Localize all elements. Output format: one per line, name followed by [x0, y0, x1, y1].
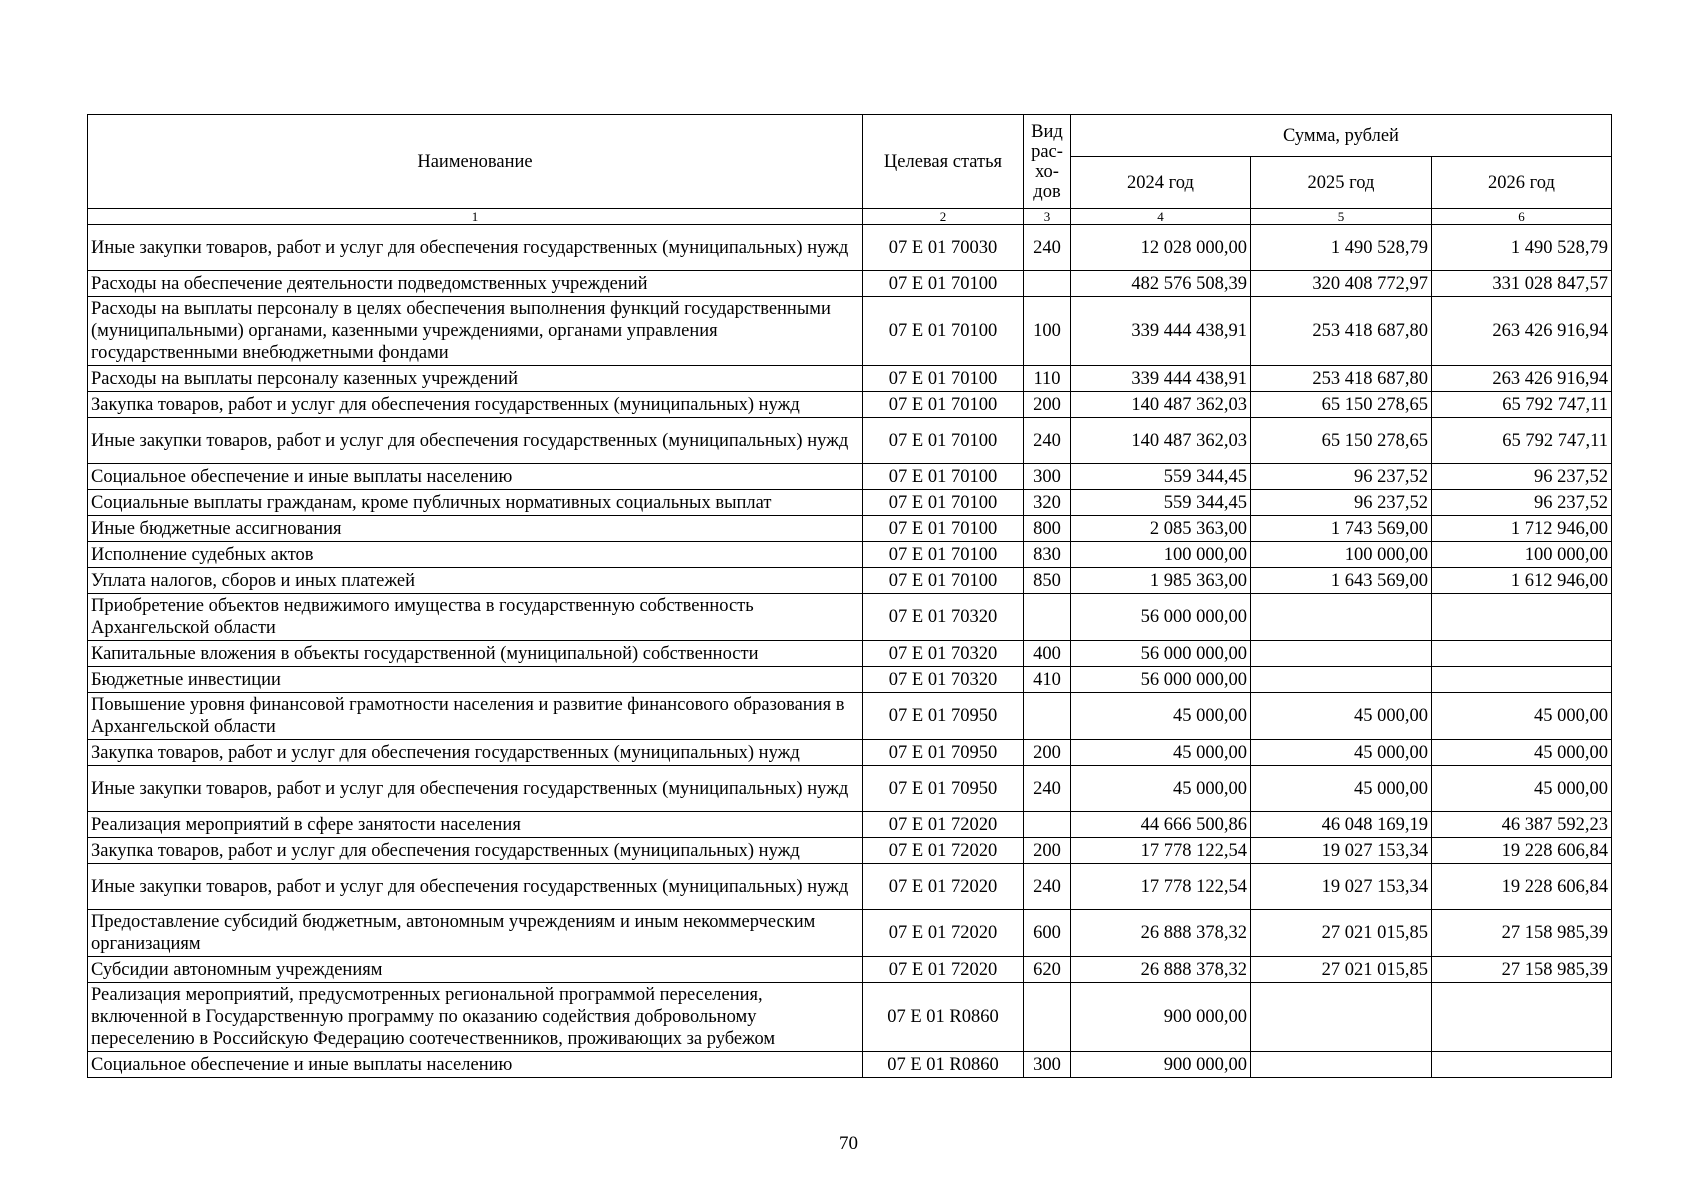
table-row: [88, 271, 1612, 297]
row-sum-2026: 1 712 946,00: [1432, 516, 1612, 542]
row-sum-2024: 140 487 362,03: [1071, 392, 1251, 418]
table-row: [88, 418, 1612, 464]
row-sum-2025: [1251, 1052, 1432, 1078]
row-sum-2024: 17 778 122,54: [1071, 838, 1251, 864]
column-number: 6: [1432, 209, 1612, 225]
table-row: [88, 641, 1612, 667]
row-sum-2025: [1251, 983, 1432, 1052]
row-expense-type: 600: [1024, 910, 1071, 957]
table-row: [88, 667, 1612, 693]
row-target-article: 07 Е 01 72020: [863, 838, 1024, 864]
row-name: Иные закупки товаров, работ и услуг для обеспечения государственных (муниципальных) нужд: [88, 225, 863, 271]
table-row: [88, 957, 1612, 983]
row-sum-2026: 263 426 916,94: [1432, 366, 1612, 392]
table-row: [88, 594, 1612, 641]
row-sum-2026: 45 000,00: [1432, 740, 1612, 766]
row-sum-2025: [1251, 594, 1432, 641]
row-sum-2024: 26 888 378,32: [1071, 910, 1251, 957]
row-sum-2026: 263 426 916,94: [1432, 297, 1612, 366]
row-sum-2024: 17 778 122,54: [1071, 864, 1251, 910]
row-name: Субсидии автономным учреждениям: [88, 957, 863, 983]
row-expense-type: 200: [1024, 838, 1071, 864]
row-name: Иные бюджетные ассигнования: [88, 516, 863, 542]
row-target-article: 07 Е 01 70950: [863, 740, 1024, 766]
column-number: 5: [1251, 209, 1432, 225]
table-header: [88, 115, 1612, 225]
table-row: [88, 838, 1612, 864]
row-sum-2024: 1 985 363,00: [1071, 568, 1251, 594]
row-sum-2026: 27 158 985,39: [1432, 910, 1612, 957]
row-target-article: 07 Е 01 72020: [863, 864, 1024, 910]
row-sum-2025: [1251, 667, 1432, 693]
row-expense-type: 830: [1024, 542, 1071, 568]
budget-table: [87, 114, 1612, 1078]
row-sum-2025: 45 000,00: [1251, 740, 1432, 766]
row-name: Реализация мероприятий, предусмотренных региональной программой переселения, включенной в Государственную программу по оказанию содействия добровольному переселению в Российскую Федерацию соотечественников, проживающих за рубежом: [88, 983, 863, 1052]
row-sum-2025: 65 150 278,65: [1251, 418, 1432, 464]
row-sum-2025: 46 048 169,19: [1251, 812, 1432, 838]
table-row: [88, 910, 1612, 957]
row-sum-2024: 482 576 508,39: [1071, 271, 1251, 297]
row-target-article: 07 Е 01 R0860: [863, 983, 1024, 1052]
row-name: Капитальные вложения в объекты государственной (муниципальной) собственности: [88, 641, 863, 667]
row-sum-2026: 331 028 847,57: [1432, 271, 1612, 297]
row-name: Закупка товаров, работ и услуг для обеспечения государственных (муниципальных) нужд: [88, 838, 863, 864]
header-vid-line: дов: [1033, 181, 1061, 202]
row-sum-2026: [1432, 594, 1612, 641]
row-sum-2024: 100 000,00: [1071, 542, 1251, 568]
row-sum-2024: 56 000 000,00: [1071, 594, 1251, 641]
row-target-article: 07 Е 01 R0860: [863, 1052, 1024, 1078]
row-sum-2024: 900 000,00: [1071, 1052, 1251, 1078]
row-sum-2026: 45 000,00: [1432, 766, 1612, 812]
table-row: [88, 225, 1612, 271]
header-year-2025: 2025 год: [1251, 157, 1432, 209]
header-vid-line: Вид: [1031, 121, 1063, 142]
column-number-row: [88, 209, 1612, 225]
row-target-article: 07 Е 01 70100: [863, 568, 1024, 594]
row-name: Расходы на выплаты персоналу в целях обеспечения выполнения функций государственными (муниципальными) органами, казенными учреждениями, органами управления государственными внебюджетными фондами: [88, 297, 863, 366]
row-name: Расходы на выплаты персоналу казенных учреждений: [88, 366, 863, 392]
row-name: Расходы на обеспечение деятельности подведомственных учреждений: [88, 271, 863, 297]
table-row: [88, 297, 1612, 366]
table-row: [88, 766, 1612, 812]
row-sum-2026: 19 228 606,84: [1432, 864, 1612, 910]
table-row: [88, 983, 1612, 1052]
row-target-article: 07 Е 01 70950: [863, 693, 1024, 740]
column-number: 4: [1071, 209, 1251, 225]
page-number: 70: [839, 1133, 858, 1154]
row-expense-type: 850: [1024, 568, 1071, 594]
row-sum-2026: [1432, 641, 1612, 667]
row-sum-2025: 253 418 687,80: [1251, 366, 1432, 392]
table-row: [88, 464, 1612, 490]
table-row: [88, 366, 1612, 392]
row-name: Уплата налогов, сборов и иных платежей: [88, 568, 863, 594]
row-sum-2024: 44 666 500,86: [1071, 812, 1251, 838]
row-name: Иные закупки товаров, работ и услуг для обеспечения государственных (муниципальных) нужд: [88, 418, 863, 464]
row-expense-type: 620: [1024, 957, 1071, 983]
row-sum-2025: 96 237,52: [1251, 464, 1432, 490]
row-target-article: 07 Е 01 70100: [863, 490, 1024, 516]
table-row: [88, 490, 1612, 516]
row-expense-type: 400: [1024, 641, 1071, 667]
row-target-article: 07 Е 01 70100: [863, 516, 1024, 542]
row-sum-2024: 56 000 000,00: [1071, 667, 1251, 693]
row-sum-2025: 27 021 015,85: [1251, 910, 1432, 957]
row-sum-2026: 96 237,52: [1432, 490, 1612, 516]
row-sum-2024: 45 000,00: [1071, 740, 1251, 766]
row-expense-type: [1024, 271, 1071, 297]
row-name: Повышение уровня финансовой грамотности населения и развитие финансового образования в Архангельской области: [88, 693, 863, 740]
header-year-2026: 2026 год: [1432, 157, 1612, 209]
row-name: Предоставление субсидий бюджетным, автономным учреждениям и иным некоммерческим организациям: [88, 910, 863, 957]
row-sum-2025: 96 237,52: [1251, 490, 1432, 516]
column-number: 1: [88, 209, 863, 225]
row-sum-2025: 19 027 153,34: [1251, 838, 1432, 864]
table-body: [88, 225, 1612, 1078]
row-expense-type: 240: [1024, 418, 1071, 464]
row-name: Реализация мероприятий в сфере занятости населения: [88, 812, 863, 838]
row-sum-2025: 19 027 153,34: [1251, 864, 1432, 910]
row-sum-2025: [1251, 641, 1432, 667]
row-target-article: 07 Е 01 70030: [863, 225, 1024, 271]
row-target-article: 07 Е 01 70100: [863, 297, 1024, 366]
row-target-article: 07 Е 01 72020: [863, 910, 1024, 957]
row-name: Исполнение судебных актов: [88, 542, 863, 568]
row-sum-2025: 45 000,00: [1251, 766, 1432, 812]
row-expense-type: 320: [1024, 490, 1071, 516]
row-name: Иные закупки товаров, работ и услуг для обеспечения государственных (муниципальных) нужд: [88, 864, 863, 910]
table-row: [88, 1052, 1612, 1078]
row-sum-2025: 1 643 569,00: [1251, 568, 1432, 594]
row-expense-type: 410: [1024, 667, 1071, 693]
row-sum-2024: 900 000,00: [1071, 983, 1251, 1052]
table-row: [88, 568, 1612, 594]
row-sum-2026: 1 612 946,00: [1432, 568, 1612, 594]
row-target-article: 07 Е 01 70100: [863, 464, 1024, 490]
row-target-article: 07 Е 01 70100: [863, 418, 1024, 464]
table-row: [88, 693, 1612, 740]
row-target-article: 07 Е 01 70100: [863, 271, 1024, 297]
row-sum-2024: 559 344,45: [1071, 464, 1251, 490]
row-sum-2024: 140 487 362,03: [1071, 418, 1251, 464]
row-sum-2026: 1 490 528,79: [1432, 225, 1612, 271]
row-expense-type: 240: [1024, 225, 1071, 271]
column-number: 2: [863, 209, 1024, 225]
row-sum-2025: 1 743 569,00: [1251, 516, 1432, 542]
row-expense-type: [1024, 693, 1071, 740]
table-row: [88, 542, 1612, 568]
row-sum-2024: 559 344,45: [1071, 490, 1251, 516]
row-sum-2024: 45 000,00: [1071, 766, 1251, 812]
table-row: [88, 812, 1612, 838]
table-row: [88, 740, 1612, 766]
row-expense-type: 800: [1024, 516, 1071, 542]
header-vid-line: рас-: [1031, 141, 1063, 162]
row-sum-2024: 45 000,00: [1071, 693, 1251, 740]
row-target-article: 07 Е 01 70320: [863, 641, 1024, 667]
row-sum-2024: 2 085 363,00: [1071, 516, 1251, 542]
row-name: Закупка товаров, работ и услуг для обеспечения государственных (муниципальных) нужд: [88, 740, 863, 766]
row-sum-2025: 27 021 015,85: [1251, 957, 1432, 983]
row-expense-type: [1024, 594, 1071, 641]
row-expense-type: [1024, 983, 1071, 1052]
row-sum-2026: 46 387 592,23: [1432, 812, 1612, 838]
row-name: Социальное обеспечение и иные выплаты населению: [88, 1052, 863, 1078]
row-name: Бюджетные инвестиции: [88, 667, 863, 693]
row-sum-2026: 19 228 606,84: [1432, 838, 1612, 864]
row-sum-2026: 65 792 747,11: [1432, 418, 1612, 464]
row-sum-2025: 253 418 687,80: [1251, 297, 1432, 366]
row-target-article: 07 Е 01 70100: [863, 542, 1024, 568]
table-row: [88, 392, 1612, 418]
header-vid: [1024, 115, 1071, 209]
row-expense-type: 200: [1024, 392, 1071, 418]
table-row: [88, 864, 1612, 910]
row-target-article: 07 Е 01 70100: [863, 392, 1024, 418]
row-expense-type: 240: [1024, 864, 1071, 910]
row-sum-2026: 65 792 747,11: [1432, 392, 1612, 418]
row-target-article: 07 Е 01 70320: [863, 594, 1024, 641]
row-sum-2026: 100 000,00: [1432, 542, 1612, 568]
row-name: Закупка товаров, работ и услуг для обеспечения государственных (муниципальных) нужд: [88, 392, 863, 418]
header-vid-line: хо-: [1035, 161, 1059, 182]
row-sum-2024: 12 028 000,00: [1071, 225, 1251, 271]
row-expense-type: 200: [1024, 740, 1071, 766]
row-target-article: 07 Е 01 70320: [863, 667, 1024, 693]
row-name: Социальные выплаты гражданам, кроме публичных нормативных социальных выплат: [88, 490, 863, 516]
row-target-article: 07 Е 01 70100: [863, 366, 1024, 392]
row-expense-type: 300: [1024, 1052, 1071, 1078]
row-name: Иные закупки товаров, работ и услуг для обеспечения государственных (муниципальных) нужд: [88, 766, 863, 812]
column-number: 3: [1024, 209, 1071, 225]
row-sum-2026: [1432, 1052, 1612, 1078]
row-name: Социальное обеспечение и иные выплаты населению: [88, 464, 863, 490]
row-sum-2026: 96 237,52: [1432, 464, 1612, 490]
header-article: Целевая статья: [863, 115, 1024, 209]
row-sum-2024: 339 444 438,91: [1071, 297, 1251, 366]
row-sum-2026: 45 000,00: [1432, 693, 1612, 740]
row-sum-2025: 320 408 772,97: [1251, 271, 1432, 297]
row-sum-2026: 27 158 985,39: [1432, 957, 1612, 983]
row-expense-type: 100: [1024, 297, 1071, 366]
header-name: Наименование: [88, 115, 863, 209]
row-expense-type: 300: [1024, 464, 1071, 490]
row-sum-2026: [1432, 667, 1612, 693]
row-sum-2025: 100 000,00: [1251, 542, 1432, 568]
row-target-article: 07 Е 01 70950: [863, 766, 1024, 812]
row-expense-type: 240: [1024, 766, 1071, 812]
row-sum-2025: 45 000,00: [1251, 693, 1432, 740]
row-sum-2024: 56 000 000,00: [1071, 641, 1251, 667]
row-expense-type: 110: [1024, 366, 1071, 392]
table-row: [88, 516, 1612, 542]
row-target-article: 07 Е 01 72020: [863, 957, 1024, 983]
row-name: Приобретение объектов недвижимого имущества в государственную собственность Архангельской области: [88, 594, 863, 641]
row-sum-2025: 1 490 528,79: [1251, 225, 1432, 271]
row-sum-2024: 339 444 438,91: [1071, 366, 1251, 392]
header-sum: Сумма, рублей: [1071, 115, 1612, 157]
header-year-2024: 2024 год: [1071, 157, 1251, 209]
row-sum-2026: [1432, 983, 1612, 1052]
row-sum-2025: 65 150 278,65: [1251, 392, 1432, 418]
row-expense-type: [1024, 812, 1071, 838]
row-target-article: 07 Е 01 72020: [863, 812, 1024, 838]
row-sum-2024: 26 888 378,32: [1071, 957, 1251, 983]
